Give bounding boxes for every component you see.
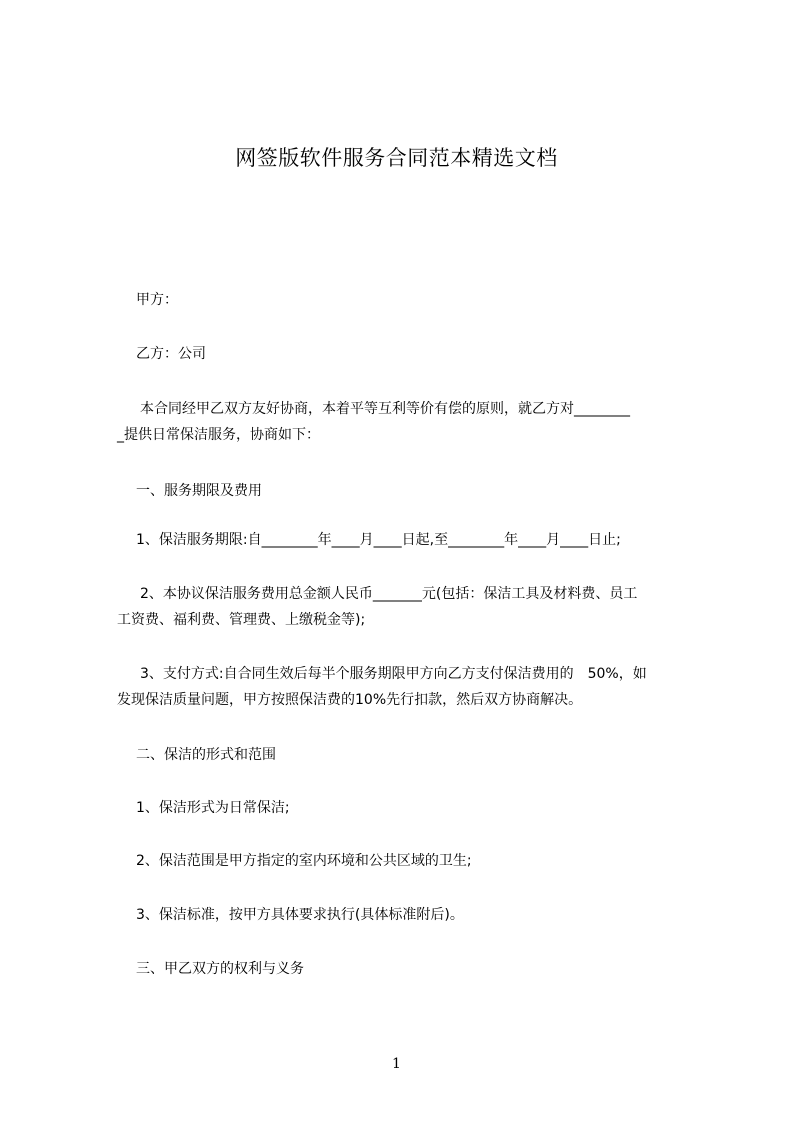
section-1-item-1: 1、保洁服务期限:自________年____月____日起,至________年____月____日止; <box>136 532 621 548</box>
party-b-line: 乙方：公司 <box>136 346 206 362</box>
section-1-item-2-line-1: 2、本协议保洁服务费用总金额人民币_______元(包括：保洁工具及材料费、员工 <box>140 586 638 602</box>
document-title: 网签版软件服务合同范本精选文档 <box>235 146 558 170</box>
party-a-line: 甲方： <box>136 292 178 308</box>
intro-paragraph-line-1: 本合同经甲乙双方友好协商，本着平等互利等价有偿的原则，就乙方对________ <box>140 401 630 417</box>
section-1-item-3-line-1: 3、支付方式:自合同生效后每半个服务期限甲方向乙方支付保洁费用的 50%，如 <box>140 666 647 682</box>
section-3-heading: 三、甲乙双方的权利与义务 <box>136 961 304 977</box>
intro-paragraph-line-2: _提供日常保洁服务，协商如下： <box>117 427 320 443</box>
section-1-heading: 一、服务期限及费用 <box>136 483 262 499</box>
section-2-item-3: 3、保洁标准，按甲方具体要求执行(具体标准附后)。 <box>136 907 464 923</box>
page-number: 1 <box>392 1056 401 1072</box>
section-2-item-1: 1、保洁形式为日常保洁; <box>136 800 290 816</box>
section-2-heading: 二、保洁的形式和范围 <box>136 747 276 763</box>
section-1-item-2-line-2: 工资费、福利费、管理费、上缴税金等); <box>117 612 366 628</box>
section-1-item-3-line-2: 发现保洁质量问题，甲方按照保洁费的10%先行扣款，然后双方协商解决。 <box>117 692 583 708</box>
section-2-item-2: 2、保洁范围是甲方指定的室内环境和公共区域的卫生; <box>136 853 472 869</box>
